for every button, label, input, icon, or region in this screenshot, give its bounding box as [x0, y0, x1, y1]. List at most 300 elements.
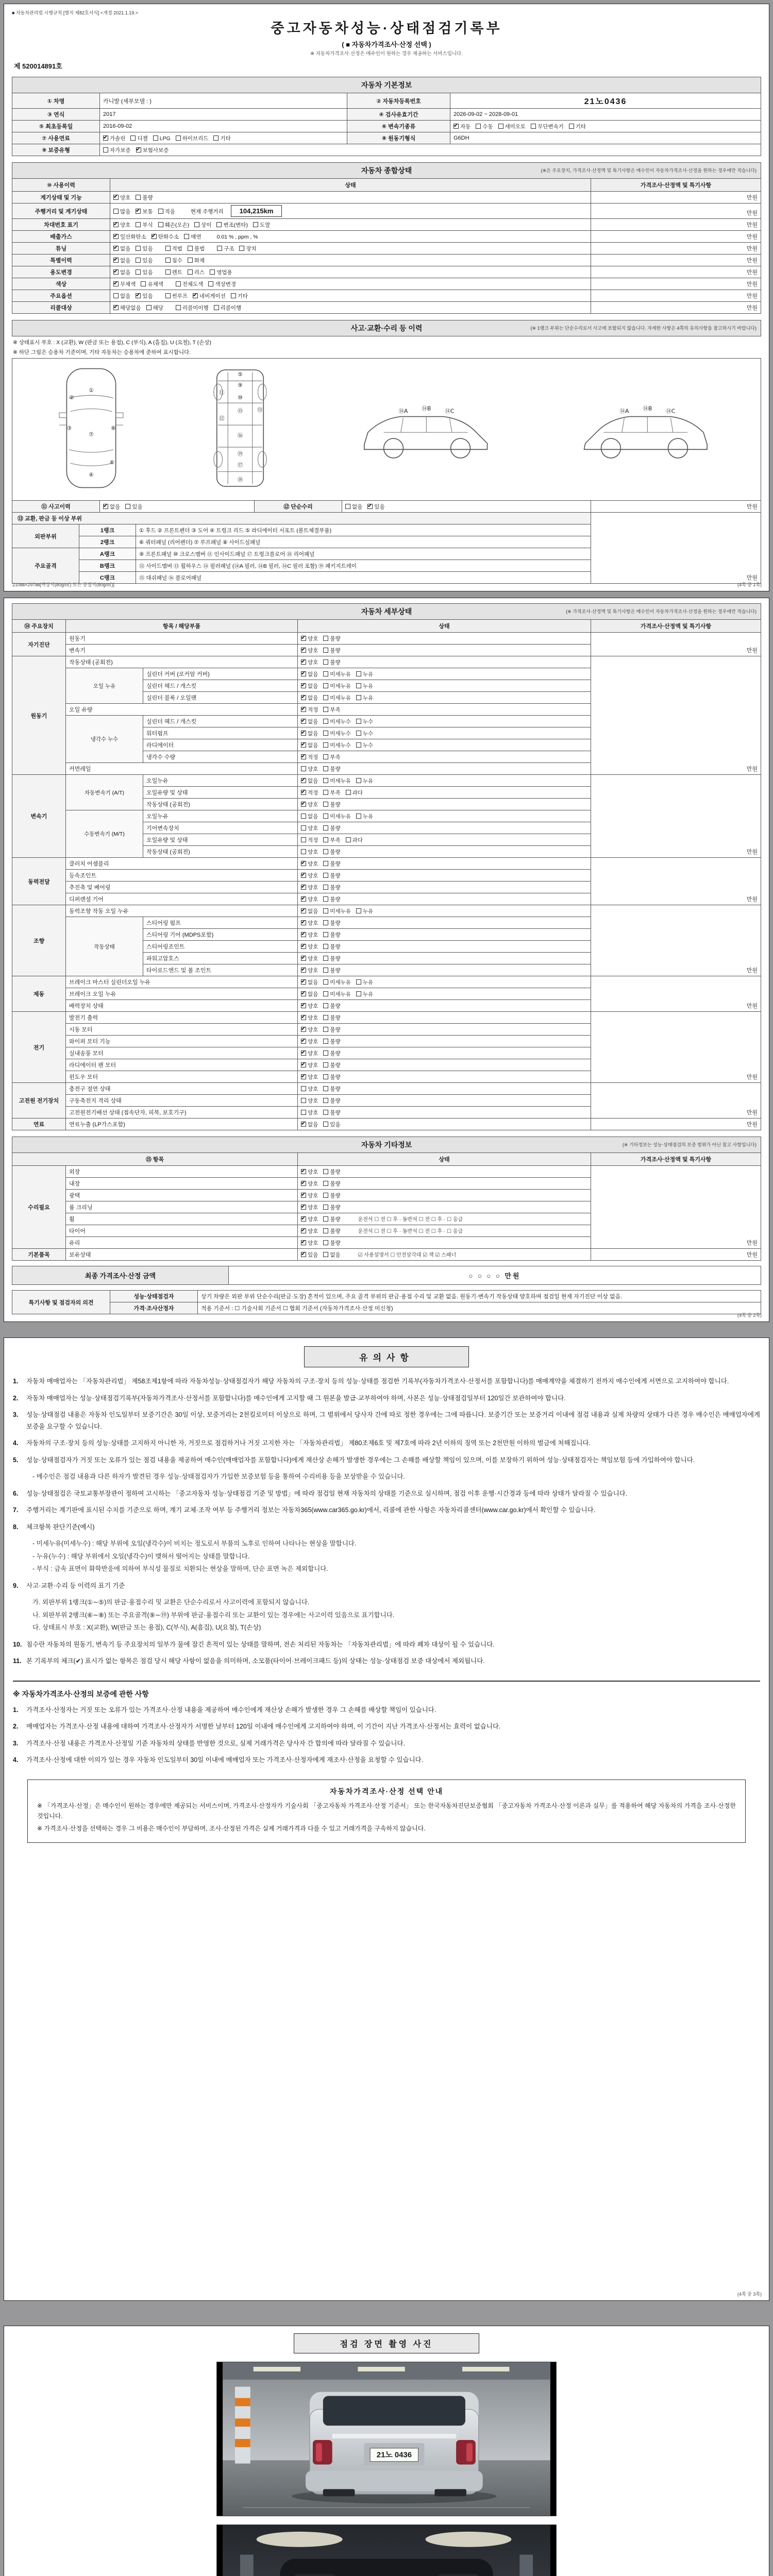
- row-status: [110, 266, 591, 278]
- checkbox-icon: [301, 1086, 306, 1091]
- section-etc-note: (※ 기타정보는 성능·상태점검의 보증 범위가 아닌 참고 사항입니다): [622, 1142, 757, 1147]
- checkbox-icon: [323, 861, 328, 866]
- row-status: [298, 1213, 591, 1225]
- option: [356, 990, 373, 998]
- row-status: [110, 231, 591, 243]
- diagram-part-number: ⑭A: [619, 408, 629, 415]
- item-label: 파워고압호스: [143, 953, 298, 964]
- option-group: [301, 1122, 346, 1128]
- checkbox-icon: [301, 766, 306, 771]
- option-label: 양호: [308, 1038, 318, 1045]
- checkbox-icon: [184, 234, 189, 239]
- option-label: 불량: [142, 194, 153, 201]
- option: [301, 682, 318, 690]
- option: [323, 907, 351, 915]
- table-row: [12, 976, 761, 988]
- option: [210, 268, 232, 276]
- field-value: [450, 121, 761, 132]
- option-label: 불량: [330, 1180, 341, 1187]
- option-group: [301, 920, 346, 926]
- row-label: 튜닝: [12, 243, 110, 255]
- option: [239, 245, 256, 252]
- checkbox-icon: [103, 504, 108, 509]
- option-label: 리콜이행: [220, 304, 242, 311]
- table-row: [12, 93, 761, 109]
- group-label: 자기진단: [12, 633, 66, 656]
- item-label: 브레이크 오일 누유: [66, 988, 298, 1000]
- parts-list: ① 후드 ② 프론트펜더 ③ 도어 ④ 트렁크 리드 ⑤ 라디에이터 서포트 (볼트체결부품): [136, 524, 591, 536]
- price-guarantee-list: [12, 1704, 761, 1766]
- checkbox-icon: [301, 1193, 306, 1198]
- item-label: 내장: [66, 1178, 298, 1190]
- checkbox-icon: [323, 695, 328, 700]
- option-label: 훼손(오손): [164, 222, 190, 228]
- table-row: [12, 231, 761, 243]
- item-label: 타이로드엔드 및 볼 조인트: [143, 964, 298, 976]
- row-status: [298, 1190, 591, 1201]
- row-status: [298, 763, 591, 775]
- row-status: [298, 704, 591, 716]
- checkbox-icon: [323, 1086, 328, 1091]
- checkbox-icon: [301, 1110, 306, 1115]
- diagram-part-number: ⑭B: [421, 405, 431, 412]
- price-survey-select: ( ■ 자동차가격조사·산정 선택 ): [342, 41, 431, 48]
- option-label: 미세누유: [330, 777, 351, 784]
- page-footer-3: (4쪽 중 3쪽): [737, 2292, 762, 2297]
- option: [113, 194, 130, 201]
- option: [231, 292, 248, 300]
- option-label: 디젤: [137, 135, 148, 142]
- row-status: [298, 882, 591, 893]
- checkbox-icon: [231, 293, 236, 298]
- option-label: 양호: [308, 825, 318, 832]
- option-label: 부족: [330, 754, 341, 760]
- option-label: 없음: [308, 742, 318, 749]
- item-label: 발전기 출력: [66, 1012, 298, 1024]
- checkbox-icon: [176, 281, 181, 286]
- checkbox-icon: [323, 1181, 328, 1186]
- option-label: 수동: [482, 123, 493, 130]
- checkbox-icon: [356, 671, 361, 676]
- checkbox-icon: [323, 648, 328, 653]
- option-label: 누유: [362, 683, 374, 689]
- option: [356, 670, 373, 678]
- option: [176, 280, 204, 288]
- checkbox-icon: [125, 504, 130, 509]
- option-group: [301, 1062, 346, 1069]
- detail-table: [12, 619, 761, 1130]
- option-label: 누유: [362, 979, 374, 986]
- option: [498, 123, 526, 130]
- option: [103, 134, 125, 142]
- option: [301, 848, 318, 856]
- diagram-part-number: ⑭B: [642, 405, 652, 412]
- price-cell: 만원: [591, 290, 761, 302]
- row-label: 차대번호 표기: [12, 219, 110, 231]
- option: [323, 1168, 340, 1176]
- price-guarantee-title: ※ 자동차가격조사·산정의 보증에 관한 사항: [13, 1681, 760, 1699]
- option: [301, 1073, 318, 1081]
- group-label: 원동기: [12, 656, 66, 775]
- checkbox-icon: [165, 258, 171, 263]
- table-row: [12, 1118, 761, 1130]
- section-overall-title: 자동차 종합상태: [361, 166, 412, 175]
- option-label: 누유: [362, 813, 374, 820]
- option-group: [301, 683, 378, 689]
- row-status: [342, 501, 591, 513]
- option-label: 불량: [330, 1003, 341, 1009]
- option-label: 불량: [330, 1228, 341, 1234]
- item-label: 구동축전지 격리 상태: [66, 1095, 298, 1107]
- notice-number: 9.: [13, 1582, 19, 1589]
- option: [301, 967, 318, 974]
- checkbox-icon: [323, 778, 328, 783]
- extra-options: ☑ 사용설명서 ☐ 안전삼각대 ☑ 잭 ☑ 스패너: [358, 1252, 457, 1258]
- appraiser-opinion: 적용 기준서 : ☐ 기술사회 기준서 ☐ 협회 기준서 (자동차가격조사·산정 미신청): [198, 1302, 761, 1314]
- option: [125, 503, 142, 511]
- option: [323, 872, 340, 879]
- checkbox-icon: [323, 683, 328, 688]
- section-etc-title: 자동차 기타정보: [361, 1141, 412, 1149]
- item-label: 동력조향 작동 오일 누유: [66, 905, 298, 917]
- checkbox-icon: [323, 659, 328, 665]
- option: [146, 304, 163, 312]
- checkbox-icon: [323, 1098, 328, 1103]
- page-3: [4, 1337, 769, 2301]
- item-label: 오일누유: [143, 775, 298, 787]
- checkbox-icon: [323, 671, 328, 676]
- option-label: 과다: [352, 789, 363, 796]
- option: [113, 208, 130, 215]
- diagram-part-number: ⑧: [110, 425, 116, 432]
- option-label: 불량: [330, 659, 341, 666]
- item-label: 스티어링 기어 (MDPS포함): [143, 929, 298, 941]
- checkbox-icon: [323, 1193, 328, 1198]
- price-cell: 만원: [591, 219, 761, 231]
- final-unit: 만원: [505, 1272, 521, 1280]
- group-label: 조향: [12, 905, 66, 976]
- option-group: [301, 1074, 346, 1080]
- final-amount: ○ ○ ○ ○: [468, 1272, 501, 1280]
- checkbox-icon: [301, 1252, 306, 1257]
- notice-item: [13, 1504, 760, 1516]
- item-label: 룸 크리닝: [66, 1201, 298, 1213]
- option-label: 양호: [120, 222, 131, 228]
- option: [165, 268, 182, 276]
- row-status: [110, 278, 591, 290]
- checkbox-icon: [301, 707, 306, 712]
- section-accident: [12, 320, 761, 336]
- option-label: 양호: [308, 801, 318, 808]
- option-label: 양호: [308, 635, 318, 642]
- row-status: [298, 656, 591, 668]
- option-label: 불량: [330, 635, 341, 642]
- option-label: 양호: [308, 1097, 318, 1104]
- sub-label: 작동상태: [66, 917, 143, 976]
- option-label: 없음: [308, 991, 318, 997]
- option-label: 불량: [330, 849, 341, 855]
- option-label: 있음: [142, 245, 153, 252]
- checkbox-icon: [301, 790, 306, 795]
- sub-label: 오일 누유: [66, 668, 143, 704]
- option-label: 무단변속기: [537, 123, 564, 130]
- row-status: [298, 1178, 591, 1190]
- option-label: 세미오토: [505, 123, 526, 130]
- notice-text: 자동차 매매업자는 「자동차관리법」 제58조제1항에 따라 자동차성능·상태점검자가 해당 자동차의 구조·장치 등의 성능·상태를 점검한 기록부(자동차가격조사·산정서를 포함합니다)를 매매계약을 체결하기 전까지 매수인에게 서면으로 고지하여야 합니다.: [26, 1378, 729, 1385]
- option-label: 있음: [142, 257, 153, 264]
- field-value: [100, 132, 347, 144]
- option-label: 상이: [201, 222, 212, 228]
- checkbox-icon: [136, 147, 141, 152]
- option: [323, 824, 340, 832]
- item-label: 워터펌프: [143, 727, 298, 739]
- form-reference: ■ 자동차관리법 시행규칙 [별지 제82호서식] <개정 2021.1.19.>: [12, 10, 138, 15]
- item-label: 스티어링조인트: [143, 941, 298, 953]
- notice-text: 주행거리는 계기판에 표시된 수치를 기준으로 하며, 계기 교체·조작 여부 등 주행거리 정보는 자동차365(www.car365.go.kr)에서, 리콜에 관한 사항은 자동차리콜센터(www.car.go.kr)에서 확인할 수 있습니다.: [26, 1506, 596, 1514]
- option: [301, 1109, 318, 1116]
- option-label: 부족: [330, 789, 341, 796]
- table-header-row: [12, 620, 761, 633]
- diagram-part-number: ①: [88, 386, 94, 394]
- row-status: [110, 192, 591, 204]
- option-label: 적정: [308, 754, 318, 760]
- checkbox-icon: [208, 281, 213, 286]
- item-label: 오일누유: [143, 810, 298, 822]
- row-status: [110, 219, 591, 231]
- option: [301, 1002, 318, 1010]
- option-label: 양호: [308, 920, 318, 926]
- option-label: 양호: [308, 1180, 318, 1187]
- option: [301, 907, 318, 915]
- notice-text: 가격조사·산정자는 거짓 또는 오류가 있는 가격조사·산정 내용을 제공하여 매수인에게 재산상 손해가 발생한 경우 그 손해를 배상할 책임이 있습니다.: [26, 1706, 436, 1714]
- row-status: [298, 822, 591, 834]
- diagram-part-number: ⑭C: [444, 408, 454, 415]
- option: [323, 919, 340, 927]
- option-group: [301, 932, 346, 938]
- row-status: [110, 255, 591, 266]
- checkbox-icon: [136, 293, 141, 298]
- rank-label: 1랭크: [79, 524, 136, 536]
- section-overall-note: (※은 주요장치, 가격조사·산정액 및 특기사항은 매수인이 자동차가격조사·산정을 원하는 경우에만 적습니다): [541, 168, 757, 173]
- notice-text: 가격조사·산정 내용은 가격조사·산정일 기준 자동차의 상태를 반영한 것으로, 실제 거래가격은 당사자 간 합의에 따라 달라질 수 있습니다.: [26, 1739, 405, 1747]
- option-label: 불량: [330, 825, 341, 832]
- option-group: [301, 802, 346, 808]
- row-status: [298, 964, 591, 976]
- option: [301, 706, 318, 714]
- price-cell: 만원: [591, 255, 761, 266]
- option-label: 양호: [308, 1062, 318, 1069]
- option-label: 양호: [308, 1192, 318, 1199]
- table-header-row: [12, 179, 761, 192]
- car-side-left-svg: [350, 395, 500, 462]
- checkbox-icon: [301, 1039, 306, 1044]
- option-label: 없음: [308, 979, 318, 986]
- inspector-opinion: 상기 차량은 외판 부위 단순수리(판금·도장) 흔적이 있으며, 주요 골격 부위의 판금·용접 수리 및 교환 없음. 원동기·변속기 작동상태 양호하며 점검일 현재 자기진단 이상 없음.: [198, 1291, 761, 1302]
- checkbox-icon: [323, 944, 328, 949]
- option: [301, 812, 318, 820]
- checkbox-icon: [323, 814, 328, 819]
- notice-item: [13, 1704, 760, 1716]
- item-label: 커먼레일: [66, 763, 298, 775]
- diagram-part-number: ⑬: [257, 406, 262, 413]
- parts-list: ⑫ 사이드멤버 ⑬ 휠하우스 ⑭ 필러패널 (⑭A 필러, ⑭B 필러, ⑭C 필러 포함) ⑲ 패키지트레이: [136, 560, 591, 572]
- checkbox-icon: [301, 1098, 306, 1103]
- option-label: 없음: [308, 671, 318, 677]
- item-label: 오일 유량: [66, 704, 298, 716]
- notice-subitem: - 누유(누수) : 해당 부위에서 오일(냉각수)이 맺혀서 떨어지는 상태를 말합니다.: [32, 1552, 250, 1560]
- option: [136, 194, 153, 201]
- checkbox-icon: [323, 719, 328, 724]
- field-label: ⑦ 사용연료: [12, 132, 100, 144]
- option: [323, 943, 340, 951]
- item-label: 타이어: [66, 1225, 298, 1237]
- page-2: [4, 598, 769, 1322]
- option-group: [301, 908, 378, 914]
- option: [323, 860, 340, 868]
- option: [323, 789, 340, 796]
- option: [323, 1192, 340, 1199]
- option-label: 불량: [330, 766, 341, 772]
- option-label: 양호: [308, 1240, 318, 1246]
- checkbox-icon: [323, 991, 328, 996]
- checkbox-icon: [301, 908, 306, 913]
- option-group: [301, 944, 346, 950]
- option-label: 양호: [308, 1003, 318, 1009]
- option-label: 하이브리드: [182, 135, 209, 142]
- opinion-table: [12, 1290, 761, 1314]
- option: [356, 682, 373, 690]
- option: [356, 978, 373, 986]
- item-label: 작동상태 (공회전): [66, 656, 298, 668]
- price-cell: 만원: [591, 656, 761, 775]
- option-label: 있음: [330, 1121, 341, 1128]
- option-group: [301, 1169, 346, 1175]
- notice-subitem: 가. 외판부위 1랭크(①∼⑤)의 판금·용접수리 및 교환은 단순수리로서 사고이력에 포함되지 않습니다.: [32, 1599, 310, 1606]
- option-group: [113, 234, 207, 240]
- option-label: 불량: [330, 1062, 341, 1069]
- option-label: 많음: [120, 209, 131, 215]
- item-label: 라디에이터: [143, 739, 298, 751]
- group-label: 전기: [12, 1012, 66, 1083]
- row-status: [298, 668, 591, 680]
- option: [103, 146, 131, 154]
- option-label: 적정: [308, 706, 318, 713]
- option-label: 기타: [237, 293, 248, 299]
- checkbox-icon: [323, 1027, 328, 1032]
- option: [323, 848, 340, 856]
- row-status: [298, 858, 591, 870]
- checkbox-icon: [323, 1050, 328, 1056]
- option: [346, 789, 363, 796]
- option-label: 양호: [308, 647, 318, 654]
- option-label: 누유: [362, 991, 374, 997]
- car-rear-view: [292, 2392, 496, 2504]
- parts-list: ⑨ 프론트패널 ⑩ 크로스멤버 ⑪ 인사이드패널 ⑰ 트렁크플로어 ⑱ 리어패널: [136, 548, 591, 560]
- notice-item: [13, 1488, 760, 1500]
- row-status: [298, 633, 591, 645]
- item-label: 냉각수 수량: [143, 751, 298, 763]
- checkbox-icon: [301, 979, 306, 985]
- item-label: 스티어링 펌프: [143, 917, 298, 929]
- option-label: 없음: [120, 293, 131, 299]
- checkbox-icon: [323, 825, 328, 831]
- option: [367, 503, 384, 511]
- option-label: 양호: [308, 659, 318, 666]
- option-label: 보통: [142, 209, 153, 215]
- diagram-part-number: ⑭C: [665, 408, 675, 415]
- option: [113, 221, 130, 229]
- field-label: ② 자동차등록번호: [347, 93, 450, 109]
- option-label: 탄화수소: [158, 233, 179, 240]
- option: [323, 1121, 340, 1128]
- option: [323, 801, 340, 808]
- section-accident-note: (※ 1랭크 부위는 단순수리로서 사고에 포함되지 않습니다. 자세한 사항은 4쪽의 유의사항을 참고하시기 바랍니다): [530, 326, 757, 331]
- notice-number: 8.: [13, 1523, 19, 1531]
- table-row: [12, 144, 761, 156]
- lift-post: [240, 2555, 254, 2576]
- option: [323, 1026, 340, 1033]
- field-label: ⑥ 변속기종류: [347, 121, 450, 132]
- checkbox-icon: [113, 281, 119, 286]
- option-label: 해당없음: [120, 304, 141, 311]
- parts-list: ⑮ 대쉬패널 ⑯ 플로어패널: [136, 572, 591, 584]
- option-group: [301, 742, 378, 749]
- option-group: [301, 873, 346, 879]
- diagram-part-number: ④: [88, 471, 94, 479]
- option-label: 불량: [330, 896, 341, 903]
- option: [323, 1073, 340, 1081]
- zone-label: 주요골격: [12, 548, 79, 584]
- option-label: 네비게이션: [199, 293, 226, 299]
- checkbox-icon: [158, 222, 163, 227]
- option: [323, 718, 351, 725]
- option: [158, 208, 175, 215]
- checkbox-icon: [301, 731, 306, 736]
- option: [323, 1014, 340, 1022]
- checkbox-icon: [188, 246, 193, 251]
- checkbox-icon: [323, 1240, 328, 1245]
- option: [301, 1239, 318, 1247]
- section-detail: [12, 603, 761, 620]
- option-label: 색상변경: [215, 281, 237, 287]
- option: [153, 135, 171, 142]
- notice-text: 성능·상태점검 내용은 자동차 인도일부터 보증기간은 30일 이상, 보증거리는 2천킬로미터 이상으로 하며, 그 범위에서 당사자 간에 따로 정한 경우에는 그에 따릅니다. 보증기간 또는 보증거리 이내에 점검 내용과 실제 차량의 상태가 다른 경우 매수인은 매매업자에게 보증을 요구할 수 있습니다.: [26, 1411, 760, 1430]
- checkbox-icon: [356, 814, 361, 819]
- option-label: 없음: [110, 503, 121, 510]
- row-label: 특별이력: [12, 255, 110, 266]
- notice-number: 7.: [13, 1506, 19, 1514]
- item-label: 휠: [66, 1213, 298, 1225]
- option: [301, 872, 318, 879]
- checkbox-icon: [193, 293, 198, 298]
- car-diagram-exterior-top: [53, 364, 130, 495]
- document-title: 중고자동차성능·상태점검기록부: [271, 21, 502, 36]
- price-cell: 만원: [591, 231, 761, 243]
- option-group: [301, 861, 346, 867]
- checkbox-icon: [113, 234, 119, 239]
- option-group: [301, 968, 346, 974]
- row-status: [298, 645, 591, 656]
- option: [301, 741, 318, 749]
- notice-subitem: 나. 외판부위 2랭크(⑥∼⑧) 또는 주요골격(⑨∼⑲) 부위에 판금·용접수리 또는 교환이 있는 경우에는 사고이력 있음으로 표기합니다.: [32, 1611, 395, 1619]
- row-status: [298, 917, 591, 929]
- notice-number: 10.: [13, 1640, 22, 1648]
- item-label: 기어변속장치: [143, 822, 298, 834]
- exchange-label: ⑬ 교환, 판금 등 이상 부위: [12, 513, 591, 524]
- notice-subitem: - 미세누유(미세누수) : 해당 부위에 오일(냉각수)이 비치는 정도로서 부품의 노후로 인하여 나타나는 현상을 말합니다.: [32, 1540, 357, 1547]
- checkbox-icon: [323, 1003, 328, 1008]
- notice-item: [13, 1376, 760, 1387]
